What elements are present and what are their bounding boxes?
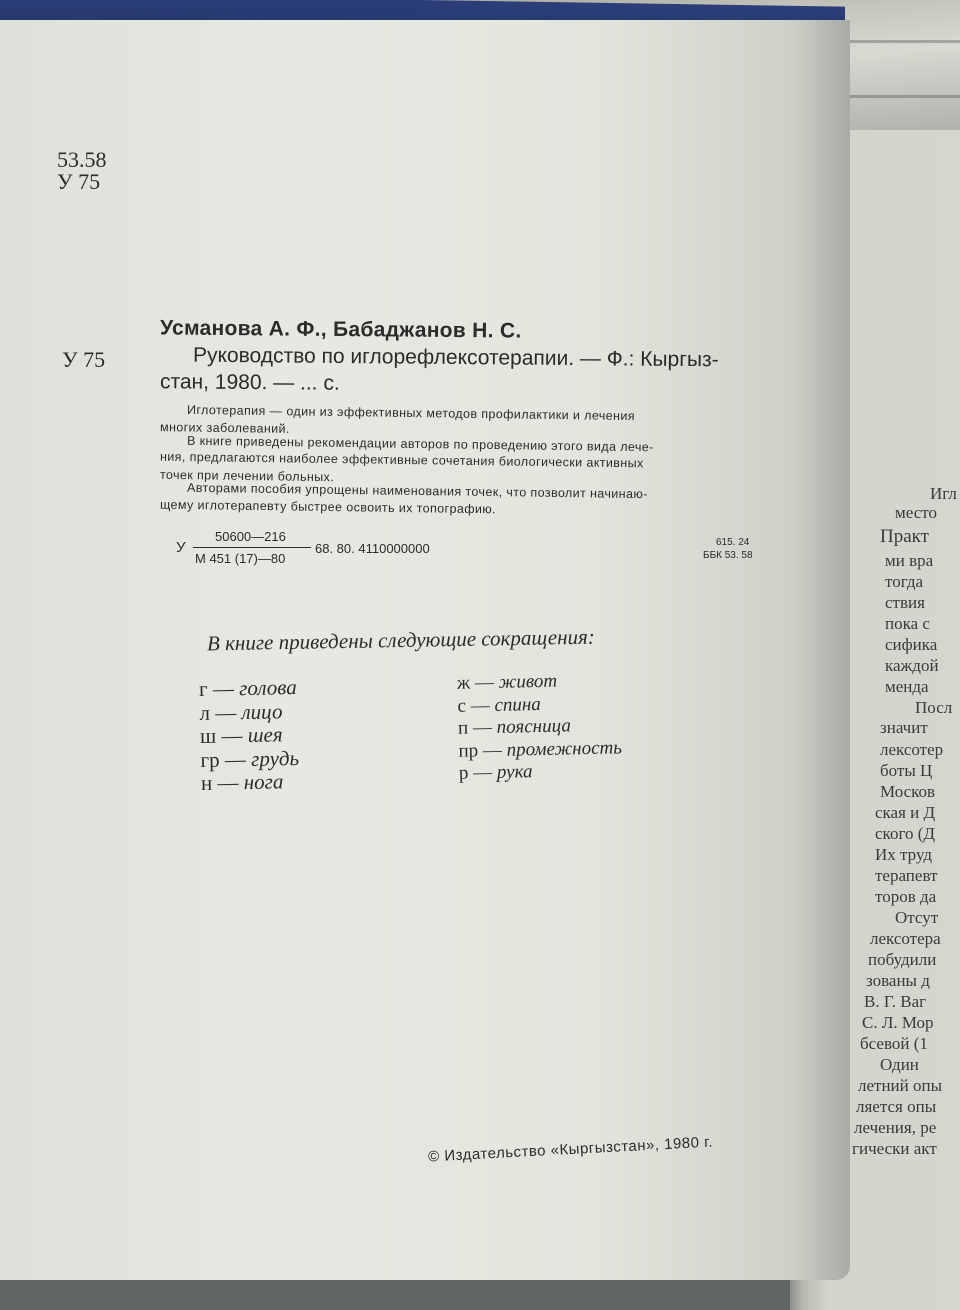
right-page-text: гически акт — [852, 1139, 937, 1158]
right-page-text: зованы д — [866, 971, 930, 990]
book-title-line-1: Руководство по иглорефлексотерапии. — Ф.: Кыргыз- — [192, 343, 719, 372]
abbreviation-item: с — спина — [457, 693, 542, 717]
right-page-text: С. Л. Мор — [862, 1013, 934, 1032]
cutter-code: У 75 — [57, 169, 101, 194]
right-page-text: лечения, ре — [854, 1118, 937, 1137]
right-page-text: Отсут — [895, 908, 939, 927]
right-page-text: Посл — [915, 698, 953, 717]
right-page-text: сифика — [885, 635, 938, 654]
abbreviation-item: л — лицо — [199, 698, 283, 725]
index-denominator: М 451 (17)—80 — [195, 551, 286, 566]
right-page-text: боты Ц — [880, 761, 933, 780]
annotation-line: ния, предлагаются наиболее эффективные сочетания биологически активных — [159, 449, 644, 471]
right-page-text: ского (Д — [875, 824, 935, 843]
right-page-text: тогда — [885, 572, 924, 591]
right-page-text: значит — [880, 718, 928, 737]
abbreviations-left-column — [199, 675, 300, 795]
right-page-text: Один — [880, 1055, 919, 1074]
abbreviations-heading: В книге приведены следующие сокращения: — [206, 624, 595, 656]
right-page-text: лексотера — [870, 929, 941, 948]
abbreviations-right-column — [457, 669, 623, 785]
right-page-text: терапевт — [875, 866, 938, 885]
annotation-line: В книге приведены рекомендации авторов по проведению этого вида лече- — [186, 433, 654, 455]
right-page-text: ствия — [885, 593, 925, 612]
right-page-text: В. Г. Ваг — [864, 992, 927, 1011]
right-page-text: летний опы — [858, 1076, 943, 1095]
cutter-code-side: У 75 — [62, 347, 106, 372]
right-page-text: Их труд — [875, 845, 933, 864]
right-page-text: ская и Д — [875, 803, 936, 822]
right-page-text: Практ — [880, 526, 929, 547]
abbreviation-item: г — голова — [198, 674, 297, 702]
copyright-notice: © Издательство «Кыргызстан», 1980 г. — [427, 1133, 714, 1166]
abbreviation-item: пр — промежность — [458, 736, 623, 762]
right-page-text: место — [895, 503, 937, 522]
fraction-line — [193, 547, 311, 548]
abbreviation-item: п — поясница — [457, 715, 572, 739]
book-title-line-2: стан, 1980. — ... с. — [159, 370, 340, 395]
annotation-line: Авторами пособия упрощены наименования точек, что позволит начинаю- — [186, 480, 648, 502]
annotation-line: щему иглотерапевту быстрее освоить их топографию. — [159, 497, 497, 517]
right-page-text: торов да — [875, 887, 937, 906]
right-page-text: Игл — [930, 484, 957, 503]
index-numerator: 50600—216 — [215, 529, 286, 544]
index-prefix: У — [176, 539, 186, 556]
abbreviation-item: ш — шея — [199, 722, 283, 749]
abbreviation-item: гр — грудь — [200, 745, 300, 772]
annotation-line: многих заболеваний. — [159, 420, 290, 436]
right-page-text: Москов — [880, 782, 936, 801]
right-page-text: каждой — [885, 656, 939, 675]
bbk-code: ББК 53. 58 — [703, 550, 753, 561]
abbreviation-item: ж — живот — [456, 670, 558, 694]
udc-code: 615. 24 — [716, 537, 750, 548]
index-suffix: 68. 80. 4110000000 — [315, 541, 430, 556]
right-page-text: лексотер — [880, 740, 944, 759]
right-page-text: бсевой (1 — [860, 1034, 928, 1053]
right-page-text: менда — [885, 677, 929, 696]
abbreviation-item: р — рука — [458, 761, 533, 784]
abbreviation-item: н — нога — [200, 769, 284, 796]
authors: Усманова А. Ф., Бабаджанов Н. С. — [159, 316, 522, 343]
catalog-code: 53.58 — [57, 147, 107, 172]
annotation-line: точек при лечении больных. — [159, 467, 335, 485]
annotation-line: Иглотерапия — один из эффективных методов профилактики и лечения — [186, 402, 636, 424]
right-page-text: ми вра — [885, 551, 934, 570]
right-page-text: пока с — [885, 614, 930, 633]
right-page-text: ляется опы — [856, 1097, 937, 1116]
right-page-text: побудили — [868, 950, 937, 969]
